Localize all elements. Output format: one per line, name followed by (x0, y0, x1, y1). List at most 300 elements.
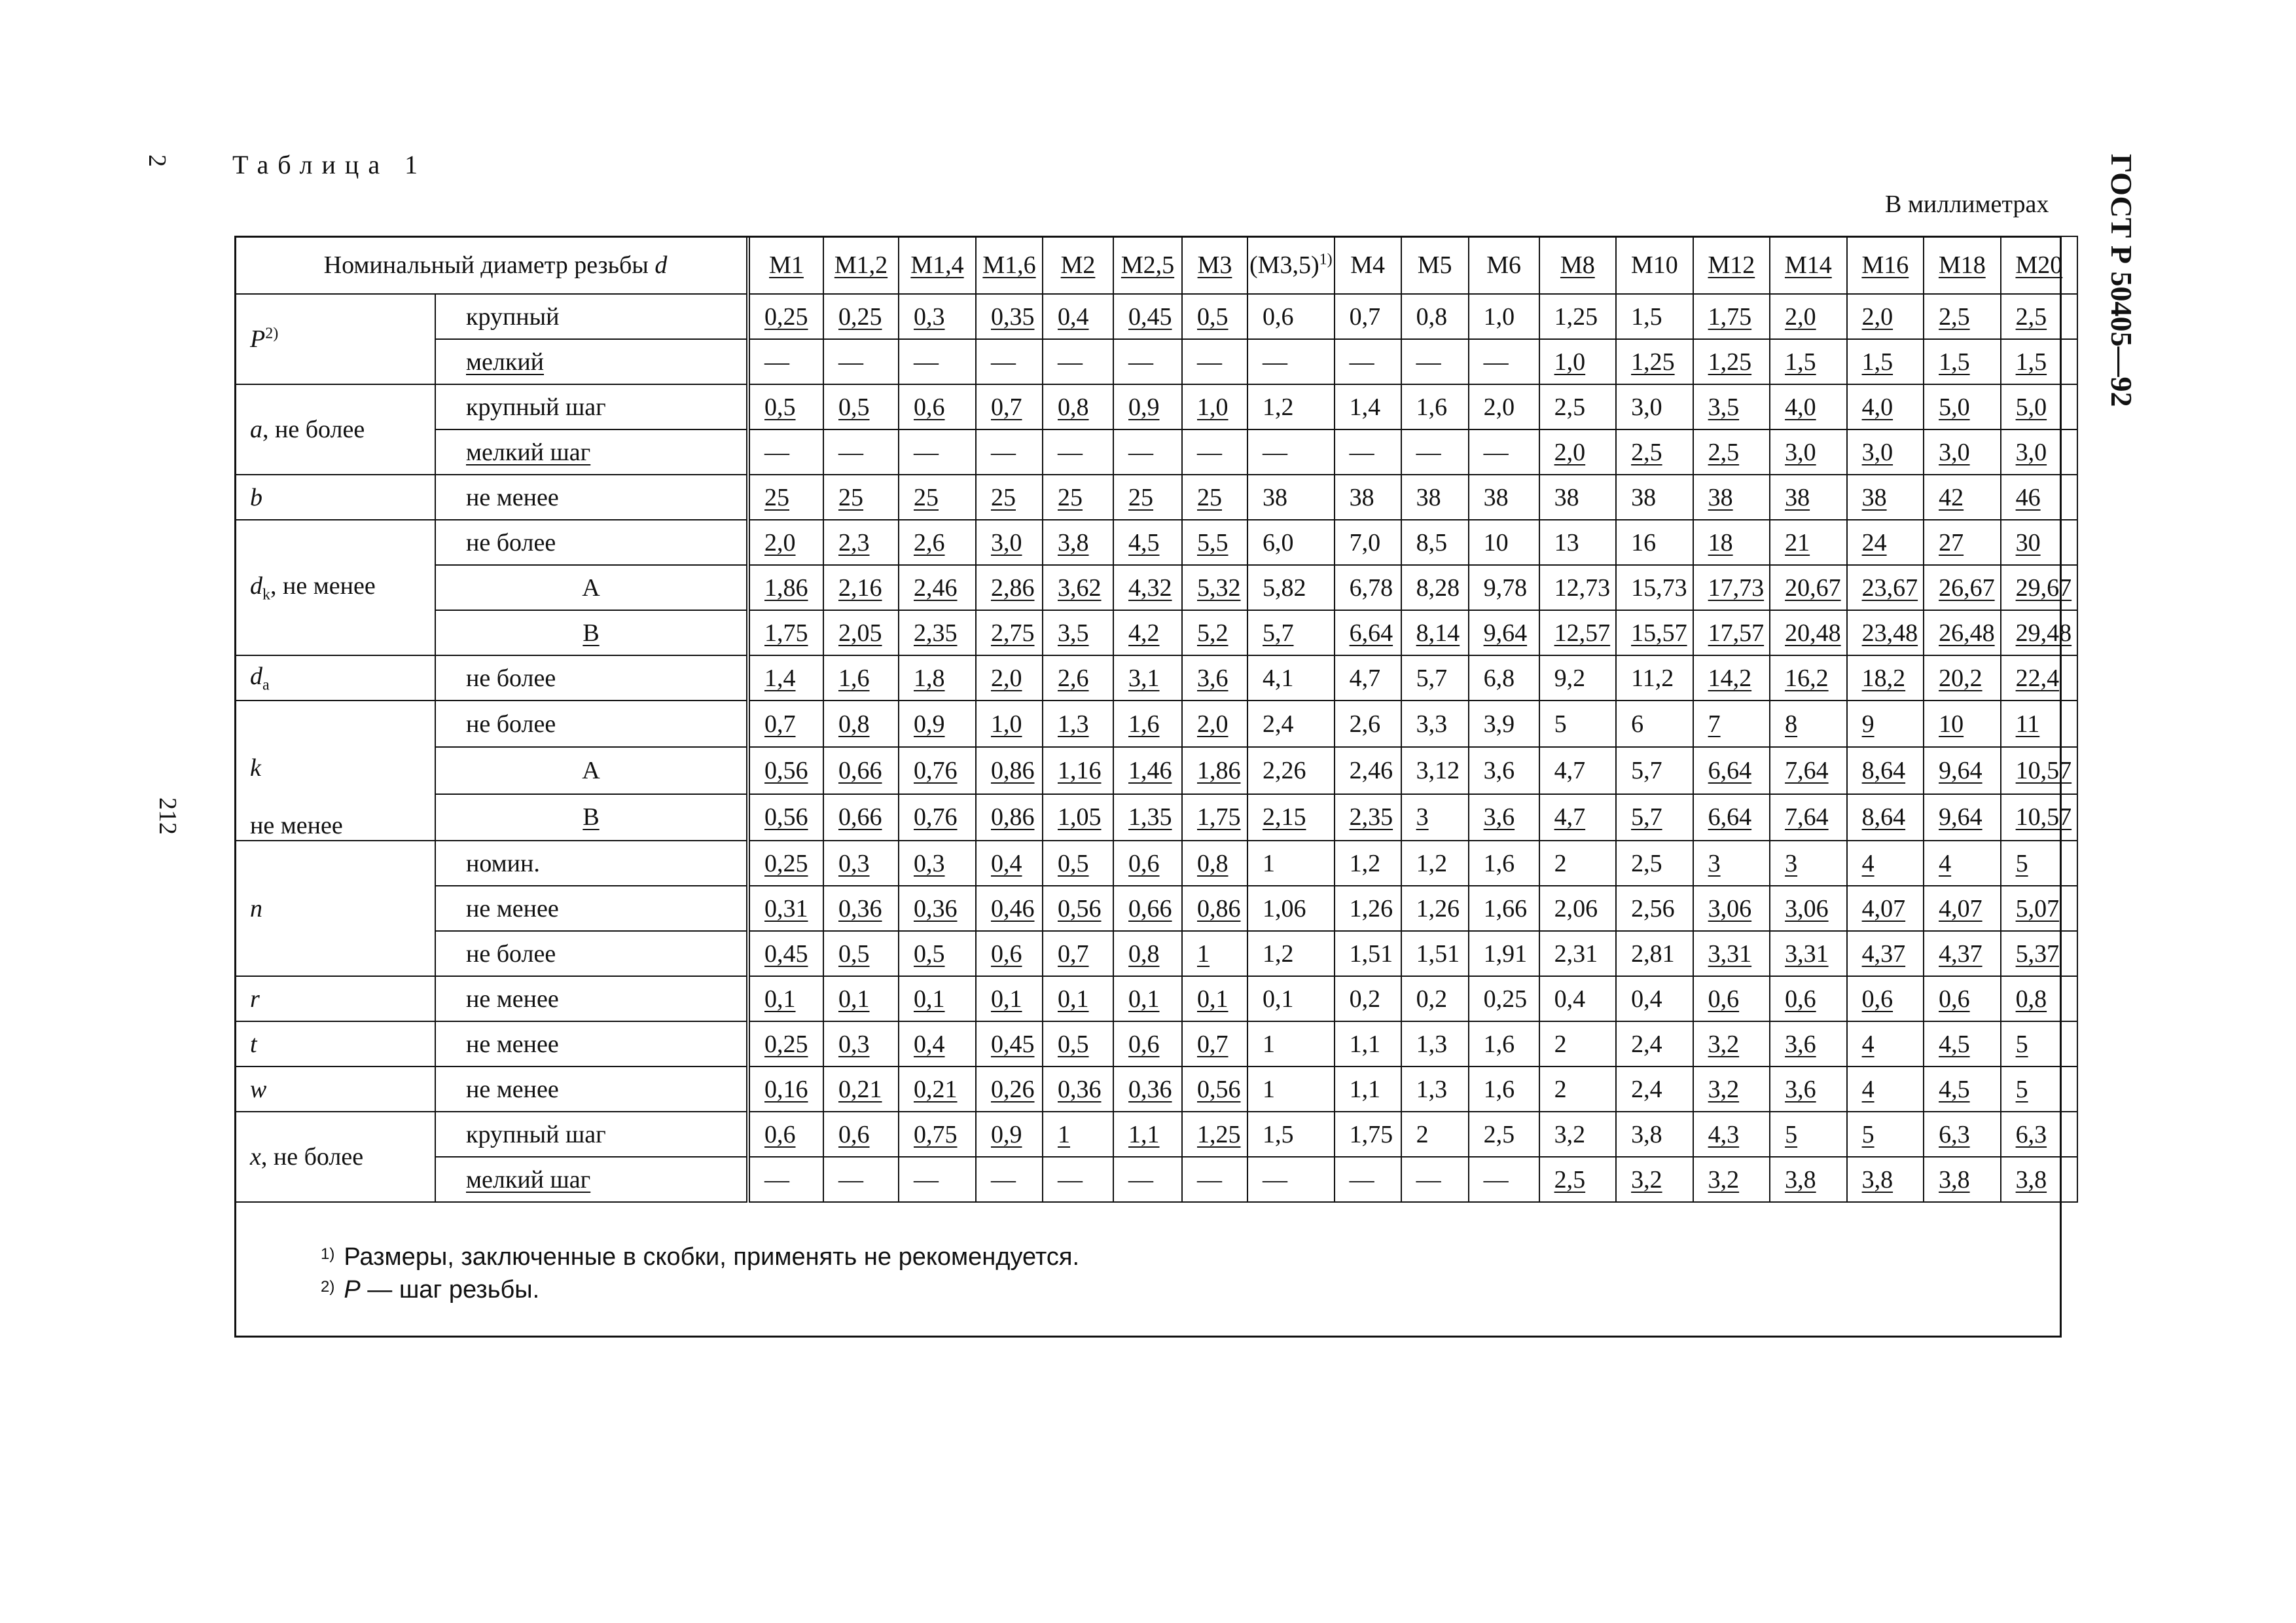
cell-value: 9,64 (1939, 803, 1982, 831)
table-cell (1043, 610, 1113, 655)
row-sublabel-cell (435, 1067, 748, 1112)
row-sublabel: не более (466, 664, 556, 692)
group-symbol: d (250, 572, 262, 600)
cell-value: 1,25 (1708, 348, 1752, 376)
cell-value: 5,82 (1263, 574, 1306, 602)
row-sublabel-cell (435, 294, 748, 339)
table-cell (1469, 475, 1539, 520)
cell-value: 1,25 (1631, 348, 1675, 376)
cell-value: 1,16 (1058, 756, 1102, 784)
cell-value: 4,1 (1263, 664, 1294, 692)
row-sublabel-cell (435, 747, 748, 793)
cell-value: 5,7 (1631, 803, 1662, 831)
table-cell (2001, 565, 2078, 610)
cell-value: 1 (1263, 1030, 1275, 1058)
cell-value: 1,5 (2015, 348, 2047, 376)
table-cell (2001, 1157, 2078, 1202)
cell-value: 3 (1708, 849, 1721, 877)
table-cell (1247, 1112, 1335, 1157)
column-header-text: М16 (1861, 251, 1909, 279)
table-cell (1335, 520, 1401, 565)
table-cell (1113, 475, 1182, 520)
cell-value: 4,32 (1128, 574, 1172, 602)
table-cell (1182, 976, 1247, 1021)
cell-value: 7 (1708, 710, 1721, 738)
table-cell (899, 1112, 976, 1157)
table-cell (1043, 384, 1113, 429)
table-cell (899, 384, 976, 429)
cell-value: 6,78 (1349, 574, 1393, 602)
cell-value: 1,3 (1416, 1075, 1448, 1103)
table-cell (1539, 794, 1617, 841)
header-label: Номинальный диаметр резьбы (323, 251, 655, 279)
table-cell (748, 701, 823, 747)
table-cell (1770, 931, 1847, 976)
table-cell (1182, 610, 1247, 655)
table-cell (748, 931, 823, 976)
table-cell (1693, 747, 1770, 793)
cell-value: 24 (1861, 528, 1887, 556)
cell-value: 0,36 (1128, 1075, 1172, 1103)
table-cell (1335, 1112, 1401, 1157)
table-cell (1401, 339, 1469, 384)
table-cell (1043, 520, 1113, 565)
table-cell (1335, 1067, 1401, 1112)
table-cell (1924, 655, 2001, 701)
cell-value: — (1263, 438, 1287, 466)
table-cell (748, 520, 823, 565)
table-cell (1401, 294, 1469, 339)
table-cell (1616, 1021, 1693, 1067)
table-cell (1335, 339, 1401, 384)
table-cell (1616, 976, 1693, 1021)
table-cell (1113, 1021, 1182, 1067)
table-cell (823, 520, 899, 565)
table-cell (1693, 701, 1770, 747)
table-cell (1335, 886, 1401, 931)
cell-value: 3,9 (1483, 710, 1515, 738)
cell-value: 3,31 (1708, 939, 1752, 968)
cell-value: 0,8 (1416, 302, 1448, 331)
table-cell (976, 655, 1043, 701)
cell-value: 0,6 (1263, 302, 1294, 331)
table-cell (1924, 701, 2001, 747)
cell-value: 17,73 (1708, 574, 1765, 602)
cell-value: 38 (1554, 483, 1579, 511)
cell-value: — (764, 348, 789, 376)
table-cell (1182, 339, 1247, 384)
table-row (235, 384, 2077, 429)
table-cell (976, 701, 1043, 747)
cell-value: 38 (1416, 483, 1441, 511)
cell-value: 2,31 (1554, 939, 1598, 968)
table-cell (748, 1112, 823, 1157)
group-symbol: r (250, 985, 260, 1013)
cell-value: 0,5 (838, 939, 870, 968)
table-cell (1847, 931, 1924, 976)
table-cell (1469, 1157, 1539, 1202)
table-cell (1924, 565, 2001, 610)
column-header (1616, 236, 1693, 294)
row-sublabel-cell (435, 1112, 748, 1157)
table-cell (1043, 429, 1113, 475)
cell-value: 0,1 (1263, 985, 1294, 1013)
table-cell (1693, 794, 1770, 841)
cell-value: 0,75 (914, 1120, 958, 1148)
cell-value: 0,3 (914, 302, 945, 331)
cell-value: 42 (1939, 483, 1964, 511)
cell-value: 6,8 (1483, 664, 1515, 692)
cell-value: 3,12 (1416, 756, 1460, 784)
cell-value: 5 (2015, 849, 2028, 877)
column-header-text: М1,2 (834, 251, 888, 279)
table-cell (1616, 1112, 1693, 1157)
group-symbol: x (250, 1143, 261, 1171)
table-cell (748, 1157, 823, 1202)
table-cell (1770, 520, 1847, 565)
group-symbol: k (250, 754, 261, 782)
table-cell (1924, 384, 2001, 429)
cell-value: 1,75 (1197, 803, 1241, 831)
cell-value: 10 (1939, 710, 1964, 738)
table-cell (748, 976, 823, 1021)
table-cell (748, 747, 823, 793)
cell-value: 4,7 (1554, 803, 1586, 831)
row-sublabel: В (583, 803, 600, 831)
table-cell (1539, 565, 1617, 610)
table-cell (823, 886, 899, 931)
table-cell (1924, 747, 2001, 793)
table-cell (1616, 701, 1693, 747)
table-cell (1043, 701, 1113, 747)
cell-value: 10,57 (2015, 803, 2072, 831)
table-row (235, 294, 2077, 339)
table-cell (2001, 475, 2078, 520)
table-cell (2001, 1021, 2078, 1067)
table-row (235, 1157, 2077, 1202)
cell-value: 2 (1554, 849, 1567, 877)
cell-value: 3,6 (1483, 756, 1515, 784)
table-cell (748, 294, 823, 339)
table-caption: Таблица 1 (232, 150, 427, 179)
table-cell (1469, 794, 1539, 841)
cell-value: 2,46 (1349, 756, 1393, 784)
group-label-cell (235, 1067, 435, 1112)
row-sublabel: крупный шаг (466, 393, 606, 421)
cell-value: 2,5 (1554, 393, 1586, 421)
document-code: ГОСТ Р 50405—92 (2105, 154, 2138, 407)
cell-value: 0,6 (1708, 985, 1740, 1013)
row-sublabel-cell (435, 794, 748, 841)
cell-value: 1,86 (764, 574, 808, 602)
table-cell (748, 1067, 823, 1112)
table-cell (1770, 701, 1847, 747)
cell-value: 5,07 (2015, 894, 2060, 922)
cell-value: 0,6 (991, 939, 1022, 968)
cell-value: — (991, 1165, 1016, 1194)
column-header (1539, 236, 1617, 294)
row-sublabel: не менее (466, 985, 559, 1013)
cell-value: 1,2 (1263, 939, 1294, 968)
table-cell (976, 520, 1043, 565)
cell-value: 13 (1554, 528, 1579, 556)
table-cell (1924, 886, 2001, 931)
cell-value: 0,56 (764, 803, 808, 831)
cell-value: 21 (1785, 528, 1810, 556)
table-cell (1924, 429, 2001, 475)
table-cell (1043, 339, 1113, 384)
cell-value: 23,67 (1861, 574, 1918, 602)
table-cell (1924, 1112, 2001, 1157)
table-cell (1113, 294, 1182, 339)
table-cell (2001, 520, 2078, 565)
table-cell (1401, 747, 1469, 793)
cell-value: 25 (1197, 483, 1222, 511)
row-sublabel: крупный шаг (466, 1120, 606, 1148)
table-cell (1182, 1021, 1247, 1067)
cell-value: 0,45 (1128, 302, 1172, 331)
table-cell (1693, 520, 1770, 565)
cell-value: 4,07 (1939, 894, 1982, 922)
table-cell (1539, 339, 1617, 384)
cell-value: 1,0 (1197, 393, 1229, 421)
cell-value: 6,64 (1349, 619, 1393, 647)
cell-value: — (1349, 1165, 1374, 1194)
cell-value: 1,2 (1416, 849, 1448, 877)
table-cell (1847, 384, 1924, 429)
group-label-cell (235, 841, 435, 976)
table-cell (1693, 1021, 1770, 1067)
cell-value: 26,48 (1939, 619, 1995, 647)
table-cell (1539, 610, 1617, 655)
units-note: В миллиметрах (1885, 191, 2049, 218)
table-cell (899, 475, 976, 520)
cell-value: 25 (991, 483, 1016, 511)
cell-value: 0,6 (1861, 985, 1893, 1013)
table-cell (1770, 747, 1847, 793)
table-cell (1469, 747, 1539, 793)
table-cell (1539, 886, 1617, 931)
table-cell (1401, 794, 1469, 841)
row-sublabel-cell (435, 520, 748, 565)
table-cell (976, 610, 1043, 655)
cell-value: 4,7 (1349, 664, 1381, 692)
table-cell (1335, 841, 1401, 886)
table-cell (748, 565, 823, 610)
cell-value: 4 (1861, 1075, 1874, 1103)
cell-value: 38 (1483, 483, 1509, 511)
cell-value: 38 (1785, 483, 1810, 511)
table-cell (748, 384, 823, 429)
cell-value: 0,6 (1939, 985, 1970, 1013)
cell-value: 2,35 (914, 619, 958, 647)
table-cell (1693, 475, 1770, 520)
cell-value: 3,0 (1631, 393, 1662, 421)
table-cell (1469, 841, 1539, 886)
table-cell (1043, 655, 1113, 701)
table-cell (1335, 655, 1401, 701)
table-cell (2001, 1112, 2078, 1157)
table-cell (1043, 1112, 1113, 1157)
table-cell (823, 1112, 899, 1157)
cell-value: 2,0 (764, 528, 796, 556)
table-cell (1770, 841, 1847, 886)
cell-value: — (1416, 1165, 1441, 1194)
table-cell (1043, 1067, 1113, 1112)
table-cell (1770, 1067, 1847, 1112)
table-cell (1247, 1067, 1335, 1112)
cell-value: 0,9 (914, 710, 945, 738)
cell-value: 0,3 (838, 849, 870, 877)
table-cell (1924, 931, 2001, 976)
table-cell (976, 384, 1043, 429)
table-cell (1847, 339, 1924, 384)
table-cell (1924, 976, 2001, 1021)
cell-value: — (1128, 1165, 1153, 1194)
table-cell (1539, 384, 1617, 429)
table-cell (976, 841, 1043, 886)
table-row (235, 339, 2077, 384)
cell-value: 0,45 (764, 939, 808, 968)
cell-value: 2,06 (1554, 894, 1598, 922)
cell-value: 1 (1263, 849, 1275, 877)
column-header-text: М14 (1784, 251, 1832, 279)
cell-value: 11,2 (1631, 664, 1674, 692)
cell-value: 1,6 (1128, 710, 1160, 738)
footnote-2 (321, 1273, 1079, 1306)
cell-value: 7,64 (1785, 756, 1829, 784)
cell-value: 1,6 (1483, 849, 1515, 877)
table-cell (1401, 655, 1469, 701)
cell-value: 5,7 (1416, 664, 1448, 692)
row-sublabel-cell (435, 475, 748, 520)
table-cell (1043, 976, 1113, 1021)
row-sublabel-cell (435, 976, 748, 1021)
table-cell (1539, 475, 1617, 520)
table-cell (1469, 886, 1539, 931)
table-cell (1847, 610, 1924, 655)
cell-value: 1,3 (1416, 1030, 1448, 1058)
cell-value: 1,5 (1631, 302, 1662, 331)
table-cell (1616, 655, 1693, 701)
table-row (235, 565, 2077, 610)
cell-value: 2,3 (838, 528, 870, 556)
table-cell (2001, 976, 2078, 1021)
table-cell (748, 429, 823, 475)
table-cell (1043, 841, 1113, 886)
table-cell (823, 294, 899, 339)
row-sublabel: крупный (466, 302, 560, 331)
cell-value: 5,2 (1197, 619, 1229, 647)
table-cell (1539, 1112, 1617, 1157)
table-cell (899, 841, 976, 886)
cell-value: 3,6 (1197, 664, 1229, 692)
cell-value: 1,51 (1416, 939, 1460, 968)
table-cell (823, 1021, 899, 1067)
cell-value: 3 (1785, 849, 1798, 877)
row-sublabel: А (582, 574, 600, 602)
cell-value: 8,28 (1416, 574, 1460, 602)
cell-value: 1 (1263, 1075, 1275, 1103)
table-cell (1616, 475, 1693, 520)
cell-value: 1,75 (1708, 302, 1752, 331)
cell-value: 8 (1785, 710, 1798, 738)
table-cell (1770, 384, 1847, 429)
cell-value: 0,4 (914, 1030, 945, 1058)
cell-value: — (1263, 348, 1287, 376)
cell-value: 2,5 (1939, 302, 1970, 331)
table-cell (1693, 339, 1770, 384)
row-sublabel-cell (435, 565, 748, 610)
cell-value: 2,5 (1708, 438, 1740, 466)
cell-value: 1,51 (1349, 939, 1393, 968)
table-cell (899, 294, 976, 339)
table-cell (1247, 565, 1335, 610)
table-cell (1182, 429, 1247, 475)
group-label-cell (235, 384, 435, 475)
row-sublabel: номин. (466, 849, 540, 877)
cell-value: 25 (914, 483, 939, 511)
table-cell (1539, 747, 1617, 793)
cell-value: — (1483, 438, 1509, 466)
cell-value: 3,06 (1708, 894, 1752, 922)
table-cell (976, 475, 1043, 520)
cell-value: 3,5 (1708, 393, 1740, 421)
cell-value: 2,35 (1349, 803, 1393, 831)
cell-value: 0,86 (991, 803, 1035, 831)
cell-value: 1,3 (1058, 710, 1089, 738)
cell-value: — (1197, 438, 1222, 466)
table-cell (1924, 1021, 2001, 1067)
table-cell (1335, 475, 1401, 520)
column-header (1043, 236, 1113, 294)
cell-value: 0,25 (764, 849, 808, 877)
table-cell (1043, 294, 1113, 339)
table-cell (1335, 794, 1401, 841)
cell-value: 2,46 (914, 574, 958, 602)
cell-value: 3,8 (1631, 1120, 1662, 1148)
table-cell (1469, 565, 1539, 610)
cell-value: 3 (1416, 803, 1429, 831)
table-cell (1616, 339, 1693, 384)
cell-value: 14,2 (1708, 664, 1752, 692)
table-cell (1043, 794, 1113, 841)
table-cell (1113, 1112, 1182, 1157)
group-label-secondary: не менее (250, 812, 343, 839)
table-cell (1924, 1067, 2001, 1112)
cell-value: 4 (1861, 849, 1874, 877)
table-cell (1113, 655, 1182, 701)
table-cell (1469, 701, 1539, 747)
cell-value: 7,64 (1785, 803, 1829, 831)
table-cell (1113, 701, 1182, 747)
table-cell (1539, 1157, 1617, 1202)
cell-value: 6 (1631, 710, 1644, 738)
table-cell (1616, 1157, 1693, 1202)
table-cell (1247, 339, 1335, 384)
table-cell (1616, 931, 1693, 976)
table-cell (1847, 655, 1924, 701)
table-cell (976, 294, 1043, 339)
column-header (2001, 236, 2078, 294)
table-cell (1401, 1112, 1469, 1157)
table-row (235, 475, 2077, 520)
cell-value: 0,21 (914, 1075, 958, 1103)
table-cell (1770, 1021, 1847, 1067)
table-cell (899, 701, 976, 747)
table-cell (976, 429, 1043, 475)
cell-value: 0,1 (914, 985, 945, 1013)
